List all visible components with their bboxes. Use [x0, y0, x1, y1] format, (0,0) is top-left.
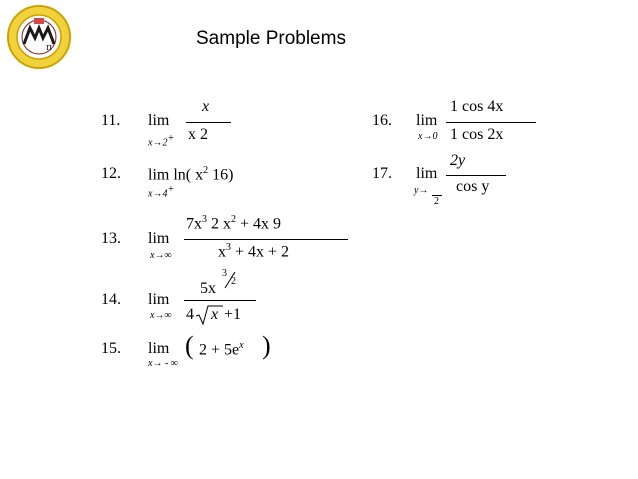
- problem-12-subscript: x→4+: [148, 184, 175, 200]
- problem-11-denominator: x 2: [188, 126, 208, 143]
- problem-17-subscript-bar: [432, 195, 442, 196]
- problem-13-numerator: $7x^3$ 2 $x^2 + 4x$ 9: [186, 214, 282, 233]
- problem-15-subscript: x→ - ∞: [148, 358, 178, 369]
- problem-14-fraction-bar: [184, 300, 256, 301]
- problem-17-subscript: y→: [414, 185, 429, 196]
- problem-17-numerator: 2y: [450, 152, 466, 169]
- problem-11-lim: lim: [148, 112, 170, 129]
- problem-16-number: 16.: [372, 112, 392, 129]
- problem-13-denominator: $x^3 + 4x + 2$: [218, 242, 290, 261]
- problem-14-sqrt-sign: [195, 304, 225, 326]
- problem-16-denominator: 1 cos 2x: [450, 126, 504, 143]
- problem-14-exponent-slash: [222, 270, 238, 290]
- problem-13-subscript: x→∞: [150, 250, 172, 261]
- problem-11-fraction-bar: [186, 122, 231, 123]
- problem-11-numerator: x: [202, 98, 210, 115]
- problem-11-subscript: x→2+: [148, 133, 175, 149]
- problem-11-number: 11.: [101, 112, 121, 129]
- problem-15-number: 15.: [101, 340, 121, 357]
- problem-13-number: 13.: [101, 230, 121, 247]
- university-seal-logo: [6, 4, 72, 70]
- problem-14-denominator-tail: +1: [224, 306, 242, 323]
- problem-14-numerator: 5x: [200, 280, 216, 297]
- problem-12-expression: lim ln( $x^2$ 16): [148, 165, 234, 184]
- problem-15-open-paren: (: [185, 331, 194, 360]
- problem-15-body: $2 + 5e^x$: [199, 340, 244, 359]
- problem-16-numerator: 1 cos 4x: [450, 98, 504, 115]
- problem-14-exponent-bottom: 2: [231, 276, 236, 287]
- problem-16-lim: lim: [416, 112, 438, 129]
- problem-17-number: 17.: [372, 165, 392, 182]
- problem-14-exponent-top: 3: [222, 268, 227, 279]
- problem-14-lim: lim: [148, 291, 170, 308]
- problem-17-denominator: cos y: [456, 178, 490, 195]
- problem-15-lim: lim: [148, 340, 170, 357]
- problem-17-fraction-bar: [446, 175, 506, 176]
- problem-13-lim: lim: [148, 230, 170, 247]
- problem-14-denominator-coef: 4: [186, 306, 194, 323]
- problem-14-number: 14.: [101, 291, 121, 308]
- svg-text:π: π: [46, 43, 52, 53]
- problem-14-sqrt-radicand: x: [211, 306, 219, 323]
- problem-15-close-paren: ): [262, 331, 271, 360]
- problem-12-number: 12.: [101, 165, 121, 182]
- problem-16-fraction-bar: [446, 122, 536, 123]
- problem-17-lim: lim: [416, 165, 438, 182]
- problem-13-fraction-bar: [184, 239, 348, 240]
- page-title: Sample Problems: [196, 28, 346, 49]
- problem-14-subscript: x→∞: [150, 310, 172, 321]
- problem-16-subscript: x→0: [418, 131, 438, 142]
- problem-17-subscript-denominator: 2: [434, 196, 439, 207]
